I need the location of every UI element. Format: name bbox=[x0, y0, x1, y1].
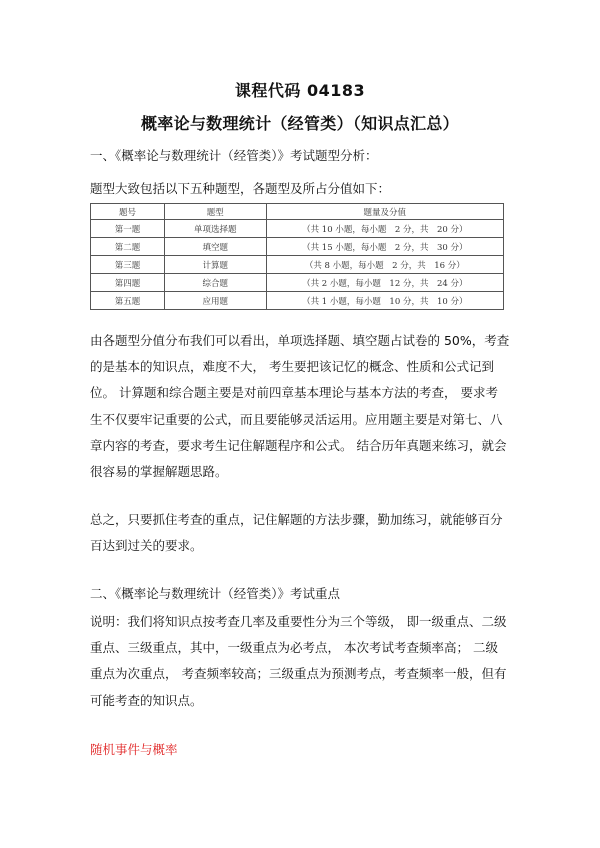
table-row bbox=[91, 220, 504, 238]
section1-heading: 一、《概率论与数理统计（经管类）》考试题型分析： bbox=[90, 148, 378, 163]
question-type-table bbox=[90, 203, 504, 310]
header-type: 题型 bbox=[164, 204, 266, 220]
table-header-row bbox=[91, 204, 504, 220]
cell-type: 填空题 bbox=[164, 238, 266, 256]
table-row bbox=[91, 292, 504, 310]
section1-intro: 题型大致包括以下五种题型，各题型及所占分值如下： bbox=[90, 181, 391, 196]
cell-number: 第一题 bbox=[91, 220, 165, 238]
section2-note: 说明：我们将知识点按考查几率及重要性分为三个等级， 即一级重点、二级重点、三级重点，其中，一级重点为必考点， 本次考试考查频率高； 二级重点为次重点， 考查频率较高；三级重点为预测考点，考查频率一般，但有可能考查的知识点。 bbox=[90, 614, 507, 708]
header-score: 题量及分值 bbox=[266, 204, 503, 220]
cell-type: 单项选择题 bbox=[164, 220, 266, 238]
chapter-heading: 随机事件与概率 bbox=[90, 742, 178, 757]
table-row bbox=[91, 238, 504, 256]
cell-number: 第三题 bbox=[91, 256, 165, 274]
cell-score: （共 10 小题，每小题 2 分，共 20 分） bbox=[266, 220, 503, 238]
cell-number: 第四题 bbox=[91, 274, 165, 292]
cell-type: 应用题 bbox=[164, 292, 266, 310]
header-number: 题号 bbox=[91, 204, 165, 220]
cell-type: 计算题 bbox=[164, 256, 266, 274]
course-code-title: 课程代码 04183 bbox=[234, 81, 366, 100]
section2-heading: 二、《概率论与数理统计（经管类）》考试重点 bbox=[90, 586, 341, 601]
course-name-title: 概率论与数理统计（经管类）（知识点汇总） bbox=[140, 114, 459, 133]
analysis-paragraph: 由各题型分值分布我们可以看出，单项选择题、填空题占试卷的 50%，考查的是基本的知识点，难度不大， 考生要把该记忆的概念、性质和公式记到位。 计算题和综合题主要是对前四章基本理论与基本方法的考查， 要求考生不仅要牢记重要的公式，而且要能够灵活运用。应用题主要是对第七、八章内容的考查，要求考生记住解题程序和公式。 结合历年真题来练习，就会很容易的掌握解题思路。 bbox=[90, 333, 510, 480]
cell-number: 第二题 bbox=[91, 238, 165, 256]
summary-paragraph: 总之，只要抓住考查的重点，记住解题的方法步骤，勤加练习，就能够百分百达到过关的要求。 bbox=[90, 512, 503, 554]
cell-score: （共 8 小题，每小题 2 分，共 16 分） bbox=[266, 256, 503, 274]
cell-score: （共 2 小题，每小题 12 分，共 24 分） bbox=[266, 274, 503, 292]
cell-score: （共 15 小题，每小题 2 分，共 30 分） bbox=[266, 238, 503, 256]
cell-number: 第五题 bbox=[91, 292, 165, 310]
cell-score: （共 1 小题，每小题 10 分，共 10 分） bbox=[266, 292, 503, 310]
table-row bbox=[91, 274, 504, 292]
cell-type: 综合题 bbox=[164, 274, 266, 292]
table-row bbox=[91, 256, 504, 274]
